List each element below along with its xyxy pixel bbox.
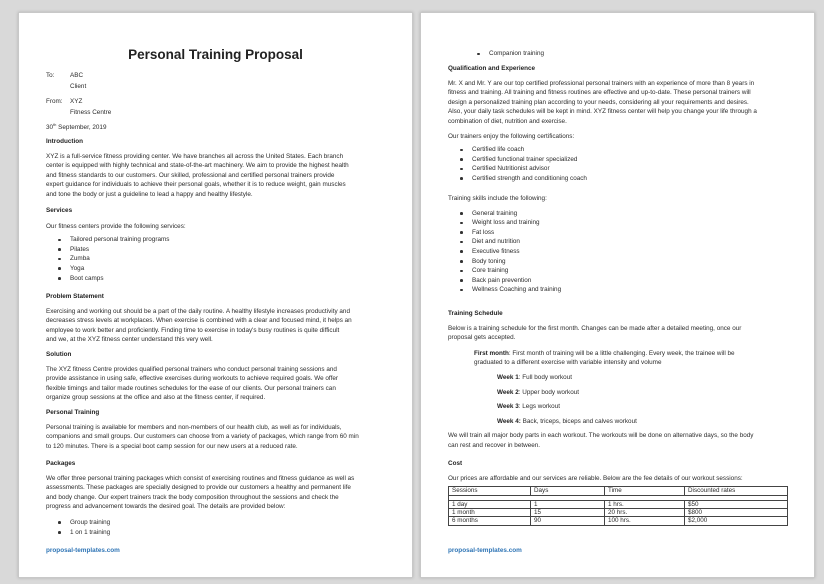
problem-section	[46, 292, 386, 345]
fee-table	[448, 486, 788, 526]
table-header: Days	[531, 487, 605, 495]
services-list	[46, 235, 386, 283]
para-line: graduated to a different exercise with variable intensity and volume	[474, 359, 662, 367]
para-line: employee to work better and proficiently. Finding time to exercise in today's busy routines is quite difficult	[46, 326, 340, 334]
para-line: assessments. These packages are specially designed to provide our customers a healthy and permanent life	[46, 484, 351, 492]
para-line: Also, your daily task schedules will be kept in mind. XYZ fitness center will help you change your life through a	[448, 108, 757, 116]
table-cell: $2,000	[685, 517, 788, 525]
para-line: and tone the body or just a guideline to lead a happy and healthy lifestyle.	[46, 190, 253, 198]
services-section	[46, 206, 386, 283]
list-item: Back pain prevention	[472, 276, 788, 286]
table-row	[449, 517, 788, 525]
table-cell: 1	[531, 500, 605, 508]
cost-intro: Our prices are affordable and our services are reliable. Below are the fee details of our workout sessions:	[448, 474, 743, 482]
para-line: flexible timings and tailor made routines schedules for the ease of our clients. Our personal trainers can	[46, 384, 336, 392]
footer-link[interactable]: proposal-templates.com	[448, 547, 522, 554]
heading-schedule: Training Schedule	[448, 310, 503, 317]
para-line: and we, at the XYZ fitness center understand this very well.	[46, 336, 213, 344]
heading-packages: Packages	[46, 460, 76, 467]
list-item: Core training	[472, 266, 788, 276]
table-cell: 90	[531, 517, 605, 525]
heading-introduction: Introduction	[46, 138, 83, 145]
table-header: Sessions	[449, 487, 531, 495]
para-line: can rest and recover in between.	[448, 441, 541, 449]
skills-intro: Training skills include the following:	[448, 195, 547, 202]
packages-list	[46, 518, 386, 537]
list-item: Certified functional trainer specialized	[472, 155, 788, 165]
para-line: companions and small groups. Our customers can choose from a variety of packages, which range from 60 min	[46, 433, 359, 441]
heading-problem: Problem Statement	[46, 293, 104, 300]
para-line: proposal gets accepted.	[448, 334, 516, 342]
para-line: We offer three personal training packages which consist of exercising routines and fitness guidance as well as	[46, 474, 355, 482]
from-line: Fitness Centre	[70, 108, 112, 116]
para-line: organize group sessions at the office and also at the fitness center, if required.	[46, 394, 266, 402]
table-cell: $800	[685, 509, 788, 517]
para-line: to 120 minutes. There is a special boot camp session for our new users at a reduced rate.	[46, 442, 298, 450]
para-line: Below is a training schedule for the first month. Changes can be made after a detailed meeting, once our	[448, 324, 742, 332]
week-item: Week 2: Upper body workout	[497, 388, 580, 396]
heading-cost: Cost	[448, 460, 463, 467]
week-item: Week 3: Legs workout	[497, 403, 561, 411]
certifications-list	[448, 145, 788, 183]
proposal-date: 30th September, 2019	[46, 121, 107, 131]
from-line: XYZ	[70, 98, 83, 105]
list-item: Yoga	[70, 264, 386, 274]
list-item: Zumba	[70, 254, 386, 264]
week-item: Week 1: Full body workout	[497, 373, 572, 381]
para-line: The XYZ fitness Centre provides qualified personal trainers who conduct personal training sessions and	[46, 365, 337, 373]
list-item: Executive fitness	[472, 247, 788, 257]
table-cell: 6 months	[449, 517, 531, 525]
personal-training-section	[46, 408, 386, 451]
para-line: Mr. X and Mr. Y are our top certified professional personal trainers with an experience of more than 8 years in	[448, 79, 755, 87]
services-intro: Our fitness centers provide the following services:	[46, 222, 186, 230]
list-item: Group training	[70, 518, 386, 528]
first-month-block: First month: First month of training will be a little challenging. Every week, the trainee will be graduated to a different exercise with variable intensity and volume	[448, 349, 788, 368]
week-item: Week 4: Back, triceps, biceps and calves workout	[497, 417, 637, 425]
table-row	[449, 500, 788, 508]
para-line: and body change. Our expert trainers track the body composition throughout the sessions and check the	[46, 493, 339, 501]
qualification-section	[448, 64, 788, 184]
para-line: provide assistance in using safe, effective exercises during workouts to achieve required goals. We offer	[46, 375, 338, 383]
para-line: decreases stress levels at workplaces. When exercise is combined with a clear and focused mind, it helps an	[46, 317, 352, 325]
packages-list-continued	[448, 49, 788, 59]
list-item: Certified life coach	[472, 145, 788, 155]
list-item: Body toning	[472, 257, 788, 267]
table-cell: 100 hrs.	[605, 517, 685, 525]
para-line: progress and advancement towards the desired goal. The details are provided below:	[46, 503, 286, 511]
from-label: From:	[46, 98, 63, 105]
list-item: Certified Nutritionist advisor	[472, 164, 788, 174]
para-line: Exercising and working out should be a part of the daily routine. A healthy lifestyle increases productivity and	[46, 307, 350, 315]
table-cell: 15	[531, 509, 605, 517]
skills-list	[448, 209, 788, 295]
weeks-list	[448, 373, 788, 426]
para-line: We will train all major body parts in each workout. The workouts will be done on alternative days, so the body	[448, 432, 754, 440]
list-item: Pilates	[70, 245, 386, 255]
para-line: center is equipped with highly technical and state-of-the-art machinery. We aim to provide the highest health	[46, 162, 349, 170]
para-line: and fitness standards to our customers. Our skilled, professional and certified personal trainers provide	[46, 171, 335, 179]
first-month-label: First month	[474, 349, 509, 357]
packages-section	[46, 459, 386, 537]
table-header: Discounted rates	[685, 487, 788, 495]
table-header: Time	[605, 487, 685, 495]
proposal-title: Personal Training Proposal	[128, 47, 303, 62]
list-item: Companion training	[489, 49, 788, 59]
table-cell: $50	[685, 500, 788, 508]
to-label: To:	[46, 72, 55, 79]
para-line: expert guidance for individuals to achieve their personal goals, whether it is to reduce weight, gain muscles	[46, 181, 346, 189]
list-item: Wellness Coaching and training	[472, 285, 788, 295]
list-item: Weight loss and training	[472, 218, 788, 228]
list-item: 1 on 1 training	[70, 528, 386, 538]
cost-section	[448, 459, 788, 526]
list-item: General training	[472, 209, 788, 219]
solution-section	[46, 350, 386, 403]
table-cell: 1 hrs.	[605, 500, 685, 508]
table-header-row	[449, 487, 788, 495]
schedule-section	[448, 309, 788, 451]
footer-link[interactable]: proposal-templates.com	[46, 547, 120, 554]
list-item: Fat loss	[472, 228, 788, 238]
table-cell: 1 month	[449, 509, 531, 517]
table-cell: 1 day	[449, 500, 531, 508]
introduction-section	[46, 137, 386, 200]
para-line: XYZ is a full-service fitness providing center. We have branches all across the United States. Each branch	[46, 152, 344, 160]
list-item: Tailored personal training programs	[70, 235, 386, 245]
certifications-intro: Our trainers enjoy the following certifications:	[448, 132, 575, 140]
document-page-2	[420, 12, 815, 578]
heading-qualification: Qualification and Experience	[448, 65, 536, 72]
table-cell: 20 hrs.	[605, 509, 685, 517]
para-line: Personal training is available for members and non-members of our health club, as well as for individuals,	[46, 423, 342, 431]
list-item: Certified strength and conditioning coach	[472, 174, 788, 184]
to-line: ABC	[70, 72, 84, 79]
para-line: fitness and training. All training and fitness routines are effective and up-to-date. These personal trainers will	[448, 89, 751, 97]
heading-services: Services	[46, 207, 73, 214]
document-page-1	[18, 12, 413, 578]
skills-section	[448, 194, 788, 295]
para-line: combination of diet, nutrition and exercise.	[448, 117, 567, 125]
list-item: Boot camps	[70, 274, 386, 284]
list-item: Diet and nutrition	[472, 237, 788, 247]
table-row	[449, 509, 788, 517]
to-line: Client	[70, 82, 87, 90]
heading-solution: Solution	[46, 351, 72, 358]
heading-personal-training: Personal Training	[46, 409, 100, 416]
para-line: design a personalized training plan according to your needs, considering all your requirements and desires.	[448, 98, 749, 106]
